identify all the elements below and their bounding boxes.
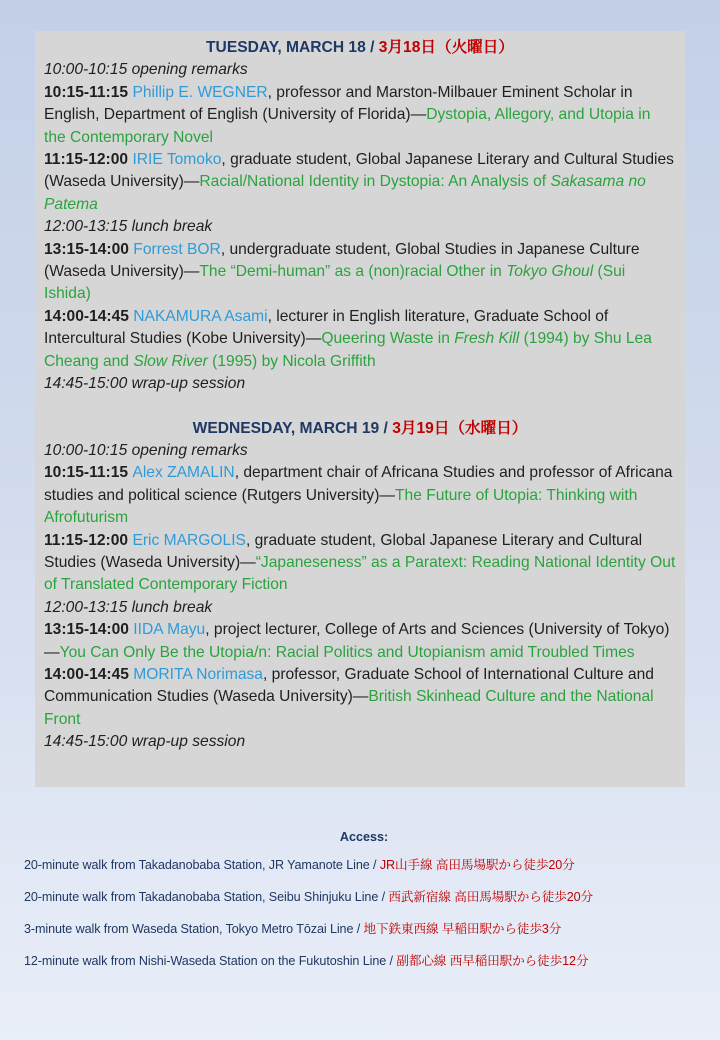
day-heading-tuesday bbox=[44, 37, 676, 59]
talk-title: “Japaneseness” as a Paratext: Reading National Identity Out of Translated Contemporary Fiction bbox=[44, 553, 676, 594]
talk-time: 14:00-14:45 bbox=[44, 665, 134, 683]
talk-title-italic: Sakasama no Patema bbox=[44, 173, 646, 213]
access-line bbox=[24, 918, 704, 937]
talk-title: The Future of Utopia: Thinking with Afrofuturism bbox=[44, 486, 638, 527]
speaker-affiliation: , department chair of Africana Studies and professor of Africana studies and political science (Rutgers University)— bbox=[44, 464, 673, 504]
opening-remarks: 10:00-10:15 opening remarks bbox=[44, 61, 248, 79]
access-line bbox=[24, 950, 704, 969]
talk-time: 11:15-12:00 bbox=[44, 531, 133, 549]
talk-time: 14:00-14:45 bbox=[44, 307, 134, 325]
schedule-panel bbox=[35, 31, 685, 787]
talk-title: Dystopia, Allegory, and Utopia in the Contemporary Novel bbox=[44, 106, 651, 146]
wrap-up-session: 14:45-15:00 wrap-up session bbox=[44, 375, 246, 393]
talk-entry bbox=[44, 664, 676, 731]
speaker-name: NAKAMURA Asami bbox=[133, 307, 268, 325]
talk-title-italic: Fresh Kill bbox=[454, 330, 520, 348]
access-line-en: 20-minute walk from Takadanobaba Station, JR Yamanote Line / bbox=[24, 858, 380, 872]
access-line-jp: JR山手線 高田馬場駅から徒歩20分 bbox=[379, 858, 575, 872]
talk-title: (1994) by Shu Lea Cheang and bbox=[44, 330, 652, 370]
talk-entry bbox=[44, 306, 676, 373]
access-line-en: 20-minute walk from Takadanobaba Station, Seibu Shinjuku Line / bbox=[24, 890, 389, 904]
access-line-jp: 地下鉄東西線 早稲田駅から徒歩3分 bbox=[363, 922, 562, 936]
lunch-break: 12:00-13:15 lunch break bbox=[44, 598, 213, 616]
talk-title: British Skinhead Culture and the National Front bbox=[44, 688, 654, 728]
talk-title: (Sui Ishida) bbox=[44, 263, 626, 303]
speaker-affiliation: , professor, Graduate School of International Culture and Communication Studies (Waseda University)— bbox=[44, 665, 654, 706]
talk-entry bbox=[44, 239, 676, 306]
access-line bbox=[24, 886, 704, 905]
speaker-name: Phillip E. WEGNER bbox=[132, 83, 268, 101]
talk-entry bbox=[44, 619, 676, 664]
talk-title: Racial/National Identity in Dystopia: An Analysis of bbox=[199, 173, 551, 191]
access-line-jp: 副都心線 西早稲田駅から徒歩12分 bbox=[396, 954, 589, 968]
access-line bbox=[24, 854, 704, 873]
talk-title: You Can Only Be the Utopia/n: Racial Politics and Utopianism amid Troubled Times bbox=[59, 643, 635, 661]
talk-entry bbox=[44, 82, 676, 149]
speaker-affiliation: , graduate student, Global Japanese Literary and Cultural Studies (Waseda University)— bbox=[44, 531, 643, 571]
speaker-affiliation: , undergraduate student, Global Studies in Japanese Culture (Waseda University)— bbox=[44, 240, 640, 281]
speaker-affiliation: , graduate student, Global Japanese Literary and Cultural Studies (Waseda University)— bbox=[44, 151, 674, 191]
day-heading-wednesday bbox=[44, 418, 676, 440]
talk-title: The “Demi-human” as a (non)racial Other in bbox=[199, 263, 507, 281]
talk-title: Queering Waste in bbox=[321, 330, 455, 348]
speaker-affiliation: , project lecturer, College of Arts and Sciences (University of Tokyo)— bbox=[44, 621, 670, 661]
talk-entry bbox=[44, 530, 676, 597]
talk-time: 13:15-14:00 bbox=[44, 621, 134, 639]
day-heading-jp: 3月18日（火曜日） bbox=[378, 39, 514, 56]
speaker-name: Forrest BOR bbox=[133, 240, 221, 258]
wrap-up-session: 14:45-15:00 wrap-up session bbox=[44, 733, 246, 751]
speaker-name: MORITA Norimasa bbox=[133, 665, 263, 683]
talk-title: (1995) by Nicola Griffith bbox=[207, 352, 376, 370]
speaker-affiliation: , professor and Marston-Milbauer Eminent Scholar in English, Department of English (University of Florida)— bbox=[44, 83, 633, 124]
opening-remarks: 10:00-10:15 opening remarks bbox=[44, 441, 248, 459]
talk-time: 10:15-11:15 bbox=[44, 464, 133, 482]
talk-entry bbox=[44, 462, 676, 529]
access-line-en: 12-minute walk from Nishi-Waseda Station on the Fukutoshin Line / bbox=[24, 954, 397, 968]
speaker-name: Alex ZAMALIN bbox=[132, 464, 235, 482]
talk-entry bbox=[44, 149, 676, 216]
speaker-name: Eric MARGOLIS bbox=[132, 531, 246, 549]
access-line-jp: 西武新宿線 高田馬場駅から徒歩20分 bbox=[388, 890, 594, 904]
lunch-break: 12:00-13:15 lunch break bbox=[44, 218, 213, 236]
talk-title-italic: Tokyo Ghoul bbox=[506, 263, 594, 281]
talk-time: 10:15-11:15 bbox=[44, 83, 133, 101]
day-heading-en: WEDNESDAY, MARCH 19 / bbox=[192, 419, 393, 437]
speaker-name: IRIE Tomoko bbox=[132, 151, 222, 169]
access-title: Access: bbox=[339, 830, 389, 844]
talk-title-italic: Slow River bbox=[133, 352, 208, 370]
talk-time: 13:15-14:00 bbox=[44, 240, 134, 258]
day-heading-en: TUESDAY, MARCH 18 / bbox=[206, 39, 379, 56]
speaker-affiliation: , lecturer in English literature, Graduate School of Intercultural Studies (Kobe University)— bbox=[44, 307, 609, 348]
day-heading-jp: 3月19日（水曜日） bbox=[392, 419, 528, 437]
access-section bbox=[24, 830, 704, 982]
access-line-en: 3-minute walk from Waseda Station, Tokyo Metro Tōzai Line / bbox=[24, 922, 364, 936]
talk-time: 11:15-12:00 bbox=[44, 151, 133, 169]
speaker-name: IIDA Mayu bbox=[133, 621, 206, 639]
